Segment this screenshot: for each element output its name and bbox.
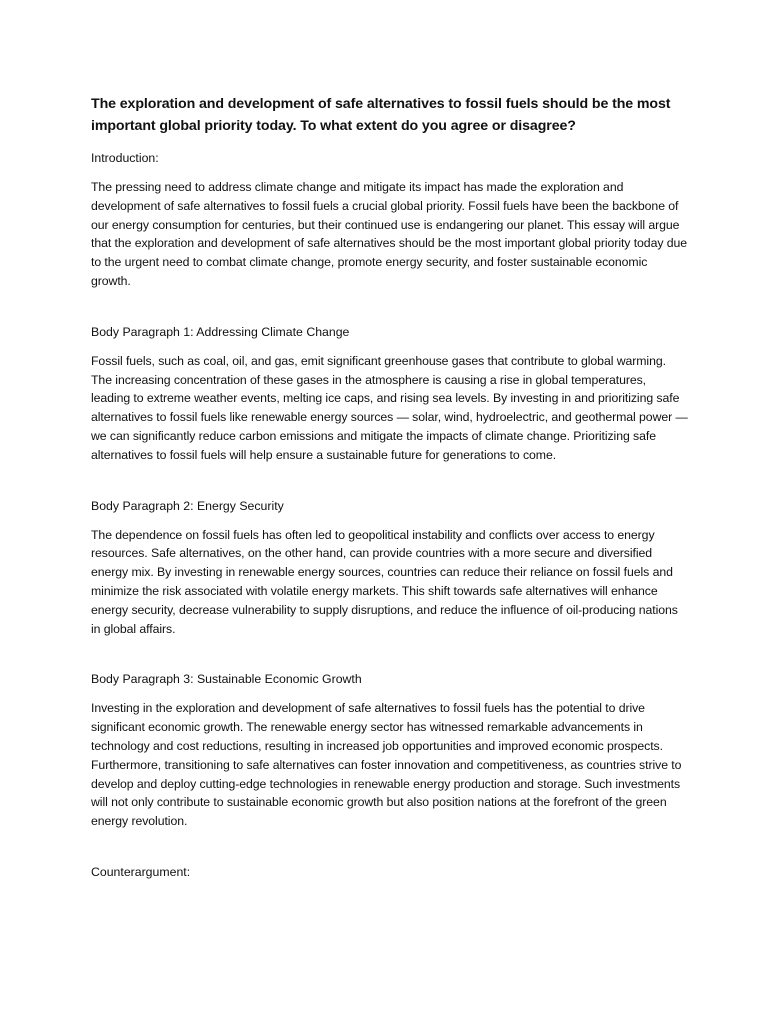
paragraph-introduction: The pressing need to address climate change and mitigate its impact has made the exploration and development of safe alternatives to fossil fuels a crucial global priority. Fossil fuels have been the backbone of our energy consumption for centuries, but their continued use is endangering our planet. This essay will argue that the exploration and development of safe alternatives should be the most important global priority today due to the urgent need to combat climate change, promote energy security, and foster sustainable economic growth. bbox=[91, 180, 688, 288]
paragraph-body-2: The dependence on fossil fuels has often led to geopolitical instability and conflicts over access to energy resources. Safe alternatives, on the other hand, can provide countries with a more secure and diversified energy mix. By investing in renewable energy sources, countries can reduce their reliance on fossil fuels and minimize the risk associated with volatile energy markets. This shift towards safe alternatives will enhance energy security, decrease vulnerability to supply disruptions, and reduce the influence of oil-producing nations in global affairs. bbox=[91, 527, 678, 636]
paragraph-body-1: Fossil fuels, such as coal, oil, and gas, emit significant greenhouse gases that contribute to global warming. The increasing concentration of these gases in the atmosphere is causing a rise in global temperatures, leading to extreme weather events, melting ice caps, and rising sea levels. By investing in and prioritizing safe alternatives to fossil fuels like renewable energy sources — solar, wind, hydroelectric, and geothermal power — we can significantly reduce carbon emissions and mitigate the impacts of climate change. Prioritizing safe alternatives to fossil fuels will help ensure a sustainable future for generations to come. bbox=[91, 353, 688, 462]
section-heading-body-3: Body Paragraph 3: Sustainable Economic Growth bbox=[91, 672, 362, 687]
section-heading-introduction: Introduction: bbox=[91, 151, 159, 165]
section-heading-body-2: Body Paragraph 2: Energy Security bbox=[91, 498, 284, 513]
paragraph-body-3: Investing in the exploration and development of safe alternatives to fossil fuels has the potential to drive significant economic growth. The renewable energy sector has witnessed remarkable advancements in technology and cost reductions, resulting in increased job opportunities and improved economic prospects. Furthermore, transitioning to safe alternatives can foster innovation and competitiveness, as countries strive to develop and deploy cutting-edge technologies in renewable energy production and storage. Such investments will not only contribute to sustainable economic growth but also position nations at the forefront of the green energy revolution. bbox=[91, 701, 682, 829]
section-heading-counterargument: Counterargument: bbox=[91, 864, 191, 879]
essay-title: The exploration and development of safe alternatives to fossil fuels should be the most important global priority today. To what extent do you agree or disagree? bbox=[91, 96, 671, 134]
section-heading-body-1: Body Paragraph 1: Addressing Climate Change bbox=[91, 324, 350, 339]
